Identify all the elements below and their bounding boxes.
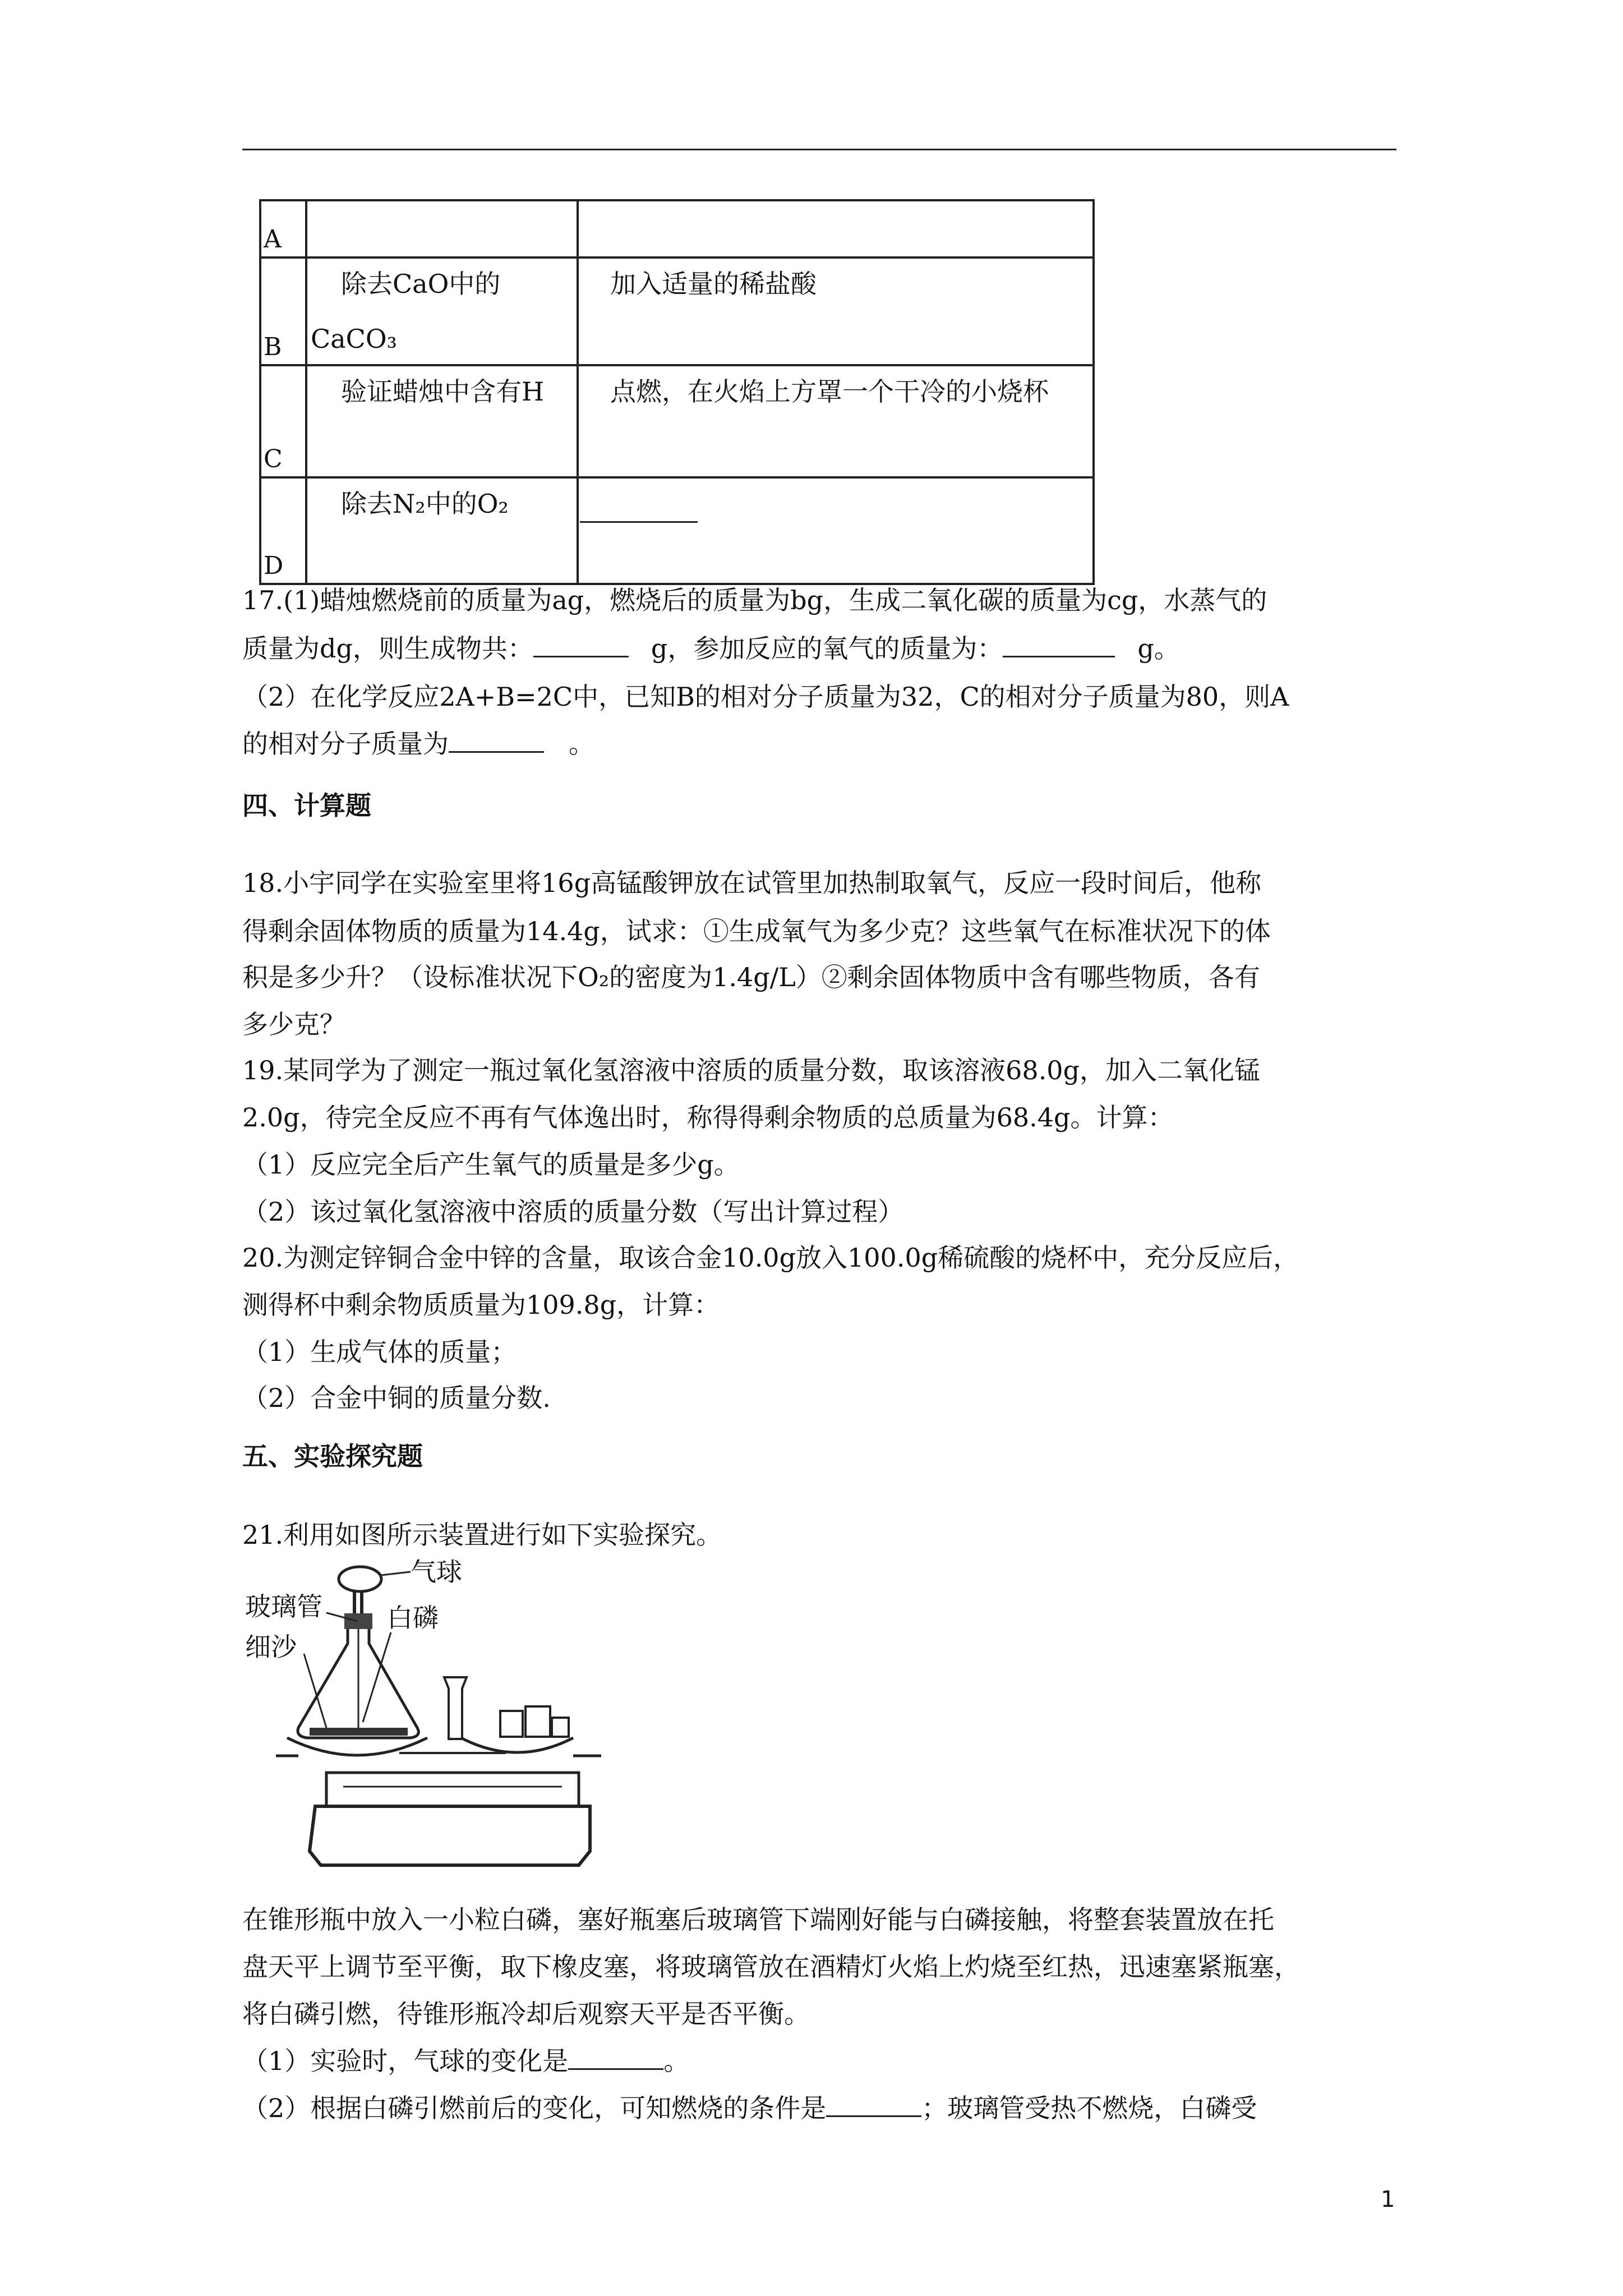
table-row	[260, 365, 1094, 477]
q21-intro: 21.利用如图所示装置进行如下实验探究。	[242, 1520, 722, 1550]
q21-text: （2）根据白磷引燃前后的变化，可知燃烧的条件是	[242, 2093, 827, 2123]
answer-blank[interactable]	[580, 501, 698, 527]
experiment-table	[259, 199, 1095, 585]
table-row	[260, 200, 1094, 257]
q21-text: 。	[663, 2046, 690, 2076]
q17-text: g，参加反应的氧气的质量为：	[651, 633, 1003, 664]
header-rule	[242, 149, 1396, 150]
weight-icon	[525, 1706, 550, 1737]
label-white-phosphorus: 白磷	[387, 1603, 439, 1633]
q21-text: ；玻璃管受热不燃烧，白磷受	[921, 2093, 1257, 2123]
label-balloon: 气球	[411, 1559, 462, 1587]
weight-icon	[500, 1711, 523, 1737]
balance-base-icon	[310, 1806, 590, 1865]
q19-line: （1）反应完全后产生氧气的质量是多少g。	[242, 1149, 740, 1180]
task-text: 验证蜡烛中含有H	[341, 376, 545, 407]
answer-blank[interactable]	[1003, 637, 1115, 657]
q17-text: 质量为dg，则生成物共：	[242, 633, 533, 664]
q18-line: 得剩余固体物质的质量为14.4g，试求：①生成氧气为多少克？这些氧气在标准状况下的体	[242, 916, 1271, 946]
q17-text: g。	[1137, 633, 1180, 664]
q21-desc-line: 盘天平上调节至平衡，取下橡皮塞，将玻璃管放在酒精灯火焰上灼烧至红热，迅速塞紧瓶塞，	[242, 1952, 1300, 1982]
method-text: 加入适量的稀盐酸	[610, 269, 817, 299]
apparatus-figure	[242, 1559, 601, 1874]
q20-line: 20.为测定锌铜合金中锌的含量，取该合金10.0g放入100.0g稀硫酸的烧杯中，充分反应后，	[242, 1243, 1299, 1273]
section-heading: 五、实验探究题	[242, 1441, 423, 1471]
answer-blank[interactable]	[533, 637, 629, 657]
q18-line: 多少克？	[242, 1009, 345, 1039]
answer-blank[interactable]	[449, 732, 544, 753]
stopper-icon	[344, 1613, 372, 1629]
task-text-cont: CaCO₃	[311, 324, 397, 354]
answer-blank[interactable]	[826, 2096, 921, 2117]
q21-sub1	[242, 2041, 689, 2081]
balloon-icon	[339, 1567, 381, 1591]
q17-line2	[242, 628, 1180, 669]
row-label: B	[264, 333, 282, 361]
row-label: A	[264, 225, 282, 254]
table-row	[260, 257, 1094, 365]
q21-desc-line: 在锥形瓶中放入一小粒白磷，塞好瓶塞后玻璃管下端刚好能与白磷接触，将整套装置放在托	[242, 1904, 1274, 1935]
task-text: 除去CaO中的	[341, 269, 501, 299]
row-label: D	[264, 551, 284, 580]
q17-line4	[242, 724, 594, 764]
sand-icon	[310, 1728, 408, 1736]
task-text: 除去N₂中的O₂	[341, 489, 509, 519]
q21-text: （1）实验时，气球的变化是	[242, 2046, 569, 2076]
label-glass-tube: 玻璃管	[245, 1591, 322, 1622]
row-label: C	[264, 445, 283, 473]
q17-line3: （2）在化学反应2A+B=2C中，已知B的相对分子质量为32，C的相对分子质量为80，则A	[242, 682, 1289, 712]
q19-line: 2.0g，待完全反应不再有气体逸出时，称得得剩余物质的总质量为68.4g。计算：	[242, 1102, 1174, 1133]
method-text: 点燃，在火焰上方罩一个干冷的小烧杯	[610, 376, 1049, 407]
section-heading: 四、计算题	[242, 790, 371, 821]
q18-line: 18.小宇同学在实验室里将16g高锰酸钾放在试管里加热制取氧气，反应一段时间后，他称	[242, 868, 1262, 898]
q17-text: 的相对分子质量为	[242, 729, 449, 759]
page-number: 1	[1381, 2187, 1395, 2212]
q20-line: 测得杯中剩余物质质量为109.8g，计算：	[242, 1290, 720, 1320]
table-row	[260, 477, 1094, 584]
q21-desc-line: 将白磷引燃，待锥形瓶冷却后观察天平是否平衡。	[242, 1999, 810, 2029]
q19-line: 19.某同学为了测定一瓶过氧化氢溶液中溶质的质量分数，取该溶液68.0g，加入二氧化锰	[242, 1055, 1261, 1085]
q19-line: （2）该过氧化氢溶液中溶质的质量分数（写出计算过程）	[242, 1197, 904, 1227]
q20-line: （2）合金中铜的质量分数.	[242, 1383, 551, 1413]
answer-blank[interactable]	[568, 2049, 663, 2070]
q17-text: 。	[569, 729, 594, 759]
q20-line: （1）生成气体的质量；	[242, 1337, 517, 1367]
q17-line1: 17.(1)蜡烛燃烧前的质量为ag，燃烧后的质量为bg，生成二氧化碳的质量为cg，水蒸气的	[242, 585, 1267, 615]
q21-sub2	[242, 2088, 1257, 2128]
weight-icon	[552, 1718, 569, 1737]
q18-line: 积是多少升？（设标准状况下O₂的密度为1.4g/L）②剩余固体物质中含有哪些物质，各有	[242, 962, 1260, 992]
label-sand: 细沙	[245, 1632, 297, 1662]
